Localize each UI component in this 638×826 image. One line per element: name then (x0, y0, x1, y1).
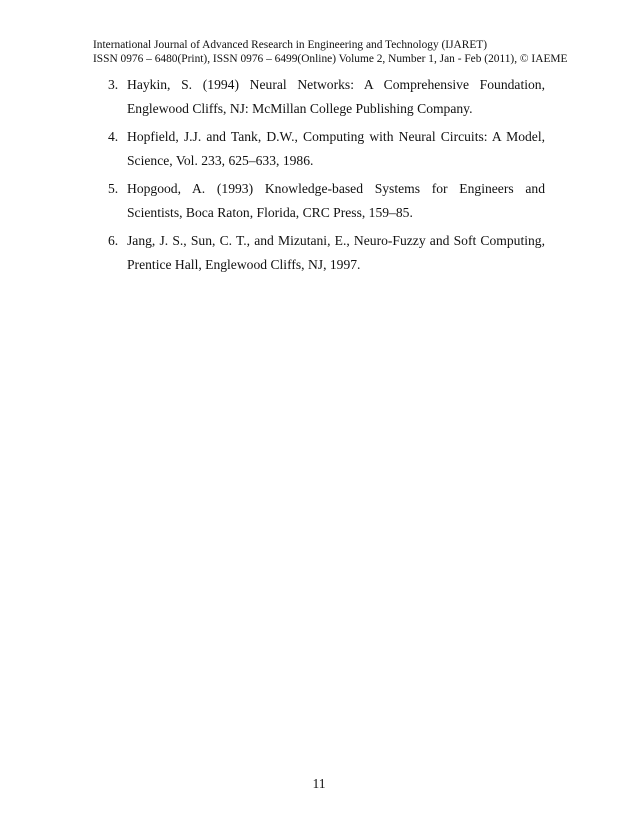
reference-item (108, 229, 545, 277)
journal-title: International Journal of Advanced Research in Engineering and Technology (IJARET) (93, 39, 488, 51)
reference-number: 5. (108, 181, 119, 196)
reference-text: Haykin, S. (1994) Neural Networks: A Comprehensive Foundation, Englewood Cliffs, NJ: McMillan College Publishing Company. (127, 77, 545, 116)
reference-item (108, 177, 545, 225)
reference-text: Hopfield, J.J. and Tank, D.W., Computing with Neural Circuits: A Model, Science, Vol. 233, 625–633, 1986. (127, 129, 545, 168)
journal-issn: ISSN 0976 – 6480(Print), ISSN 0976 – 6499(Online) Volume 2, Number 1, Jan - Feb (2011), © IAEME (93, 52, 568, 65)
reference-number: 3. (108, 77, 119, 92)
page-number: 11 (312, 776, 326, 791)
reference-text: Jang, J. S., Sun, C. T., and Mizutani, E., Neuro-Fuzzy and Soft Computing, Prentice Hall, Englewood Cliffs, NJ, 1997. (127, 233, 545, 272)
reference-number: 4. (108, 129, 119, 144)
reference-list (108, 73, 545, 281)
journal-header (93, 39, 613, 66)
reference-item (108, 125, 545, 173)
reference-text: Hopgood, A. (1993) Knowledge-based Systems for Engineers and Scientists, Boca Raton, Florida, CRC Press, 159–85. (127, 181, 545, 220)
reference-item (108, 73, 545, 121)
reference-number: 6. (108, 233, 119, 248)
